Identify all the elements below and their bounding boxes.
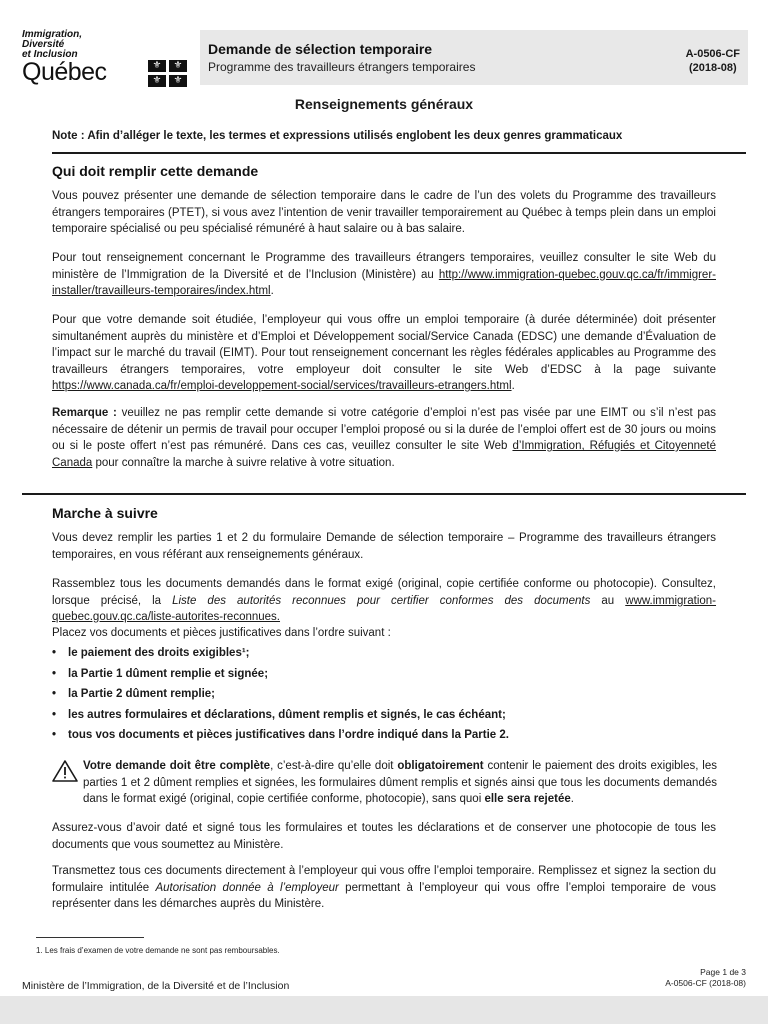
ministry-name: Immigration, Diversité et Inclusion — [22, 29, 83, 60]
page-number: Page 1 de 3 A-0506-CF (2018-08) — [665, 967, 746, 988]
warning-text: Votre demande doit être complète, c’est-à-dire qu’elle doit obligatoirement contenir le paiement des droits exigibles, les parties 1 et 2 dûment remplies et signées, les formulaires dûment remplis et signés ainsi que tous les documents demandés dans le format exigé (original, copie certifiée conforme, photocopie), sans quoi elle sera rejetée. — [83, 760, 717, 805]
heading-marche-a-suivre: Marche à suivre — [52, 505, 158, 521]
list-item: • tous vos documents et pièces justificatives dans l’ordre indiqué dans la Partie 2. — [52, 729, 509, 741]
list-item: • les autres formulaires et déclarations, dûment remplis et signés, le cas échéant; — [52, 709, 506, 721]
paragraph-marche-1: Vous devez remplir les parties 1 et 2 du formulaire Demande de sélection temporaire – Programme des travailleurs étrangers temporaires, en vous référant aux renseignements généraux. — [52, 532, 716, 561]
paragraph-remarque: Remarque : veuillez ne pas remplir cette demande si votre catégorie d’emploi n’est pas visée par une EIMT ou s’il n’est pas nécessaire de détenir un permis de travail pour occuper l’emploi proposé ou si la durée de l’emploi offert est de 30 jours ou moins ou si le poste offert n’est pas rémunéré. Dans ces cas, veuillez consulter le site Web d’Immigration, Réfugiés et Citoyenneté Canada pour connaître la marche à suivre relative à votre situation. — [52, 407, 717, 469]
paragraph-qui-1: Vous pouvez présenter une demande de sélection temporaire dans le cadre de l’un des volets du Programme des travailleurs étrangers temporaires (PTET), si vous avez l’intention de venir travailler temporairement au Québec à temps plein dans un emploi temporaire spécialisé ou peu spécialisé rémunéré à haut salaire ou à bas salaire. — [52, 190, 716, 235]
paragraph-marche-4: Assurez-vous d’avoir daté et signé tous les formulaires et toutes les déclarations et de conserver une photocopie de tous les documents que vous soumettez au Ministère. — [52, 822, 716, 851]
link-canada-edsc[interactable]: https://www.canada.ca/fr/emploi-developpement-social/services/travailleurs-etrangers.html — [52, 380, 512, 392]
section-divider — [22, 493, 746, 495]
paragraph-marche-5: Transmettez tous ces documents directement à l’employeur qui vous offre l’emploi temporaire. Remplissez et signez la section du formulaire intitulée Autorisation donnée à l’employeur permettant à l’employeur qui vous offre l’emploi temporaire de vous représenter dans les démarches auprès du Ministère. — [52, 865, 716, 910]
list-item: • le paiement des droits exigibles¹; — [52, 647, 250, 659]
footnote-divider — [36, 937, 144, 938]
paragraph-qui-3: Pour que votre demande soit étudiée, l’employeur qui vous offre un emploi temporaire (à durée déterminée) doit présenter simultanément auprès du ministère et d’Emploi et Développement social/Service Canada (EDSC) une demande d’Évaluation de l’impact sur le marché du travail (EIMT). Pour tout renseignement concernant les règles fédérales applicables au Programme des travailleurs étrangers temporaires, votre employeur doit consulter le site Web d’EDSC à la page suivante https://www.canada.ca/fr/emploi-developpement-social/services/travailleurs-etrangers.html. — [52, 314, 716, 392]
form-code: A-0506-CF (2018-08) — [685, 48, 740, 74]
warning-icon — [52, 760, 78, 782]
quebec-logo-text: Québec — [22, 58, 107, 86]
paragraph-qui-2: Pour tout renseignement concernant le Programme des travailleurs étrangers temporaires, veuillez consulter le site Web du ministère de l’Immigration de la Diversité et de l’Inclusion (Ministère) au http://www.immigration-quebec.gouv.qc.ca/fr/immigrer-installer/travailleurs-temporaires/index.html. — [52, 252, 716, 297]
link-liste-autorites[interactable]: www.immigration-quebec.gouv.qc.ca/liste-autorites-reconnues. — [52, 594, 717, 623]
section-divider — [52, 152, 746, 154]
list-item: • la Partie 1 dûment remplie et signée; — [52, 668, 269, 680]
heading-qui-doit-remplir: Qui doit remplir cette demande — [52, 163, 259, 179]
section-title: Renseignements généraux — [294, 96, 474, 112]
viewer-bottom-bar — [0, 996, 768, 1024]
form-subtitle: Programme des travailleurs étrangers temporaires — [208, 60, 476, 74]
paragraph-marche-3: Placez vos documents et pièces justificatives dans l’ordre suivant : — [52, 627, 391, 639]
link-ircc[interactable]: d’Immigration, Réfugiés et Citoyenneté Canada — [52, 440, 717, 469]
paragraph-marche-2: Rassemblez tous les documents demandés dans le format exigé (original, copie certifiée conforme ou photocopie). Consultez, lorsque précisé, la Liste des autorités reconnues pour certifier conformes des documents au www.immigration-quebec.gouv.qc.ca/liste-autorites-reconnues. — [52, 578, 717, 623]
link-immigration-quebec[interactable]: http://www.immigration-quebec.gouv.qc.ca/fr/immigrer-installer/travailleurs-temporaires/index.html — [52, 268, 716, 297]
footer-ministry: Ministère de l’Immigration, de la Diversité et de l’Inclusion — [22, 980, 290, 992]
list-item: • la Partie 2 dûment remplie; — [52, 688, 215, 700]
form-title: Demande de sélection temporaire — [208, 41, 433, 57]
header-box — [200, 30, 748, 85]
note: Note : Afin d’alléger le texte, les termes et expressions utilisés englobent les deux genres grammaticaux — [52, 130, 623, 142]
footnote: 1. Les frais d’examen de votre demande ne sont pas remboursables. — [36, 946, 280, 955]
fleur-de-lis-flag-icon: ⚜ ⚜ ⚜ ⚜ — [148, 60, 188, 88]
